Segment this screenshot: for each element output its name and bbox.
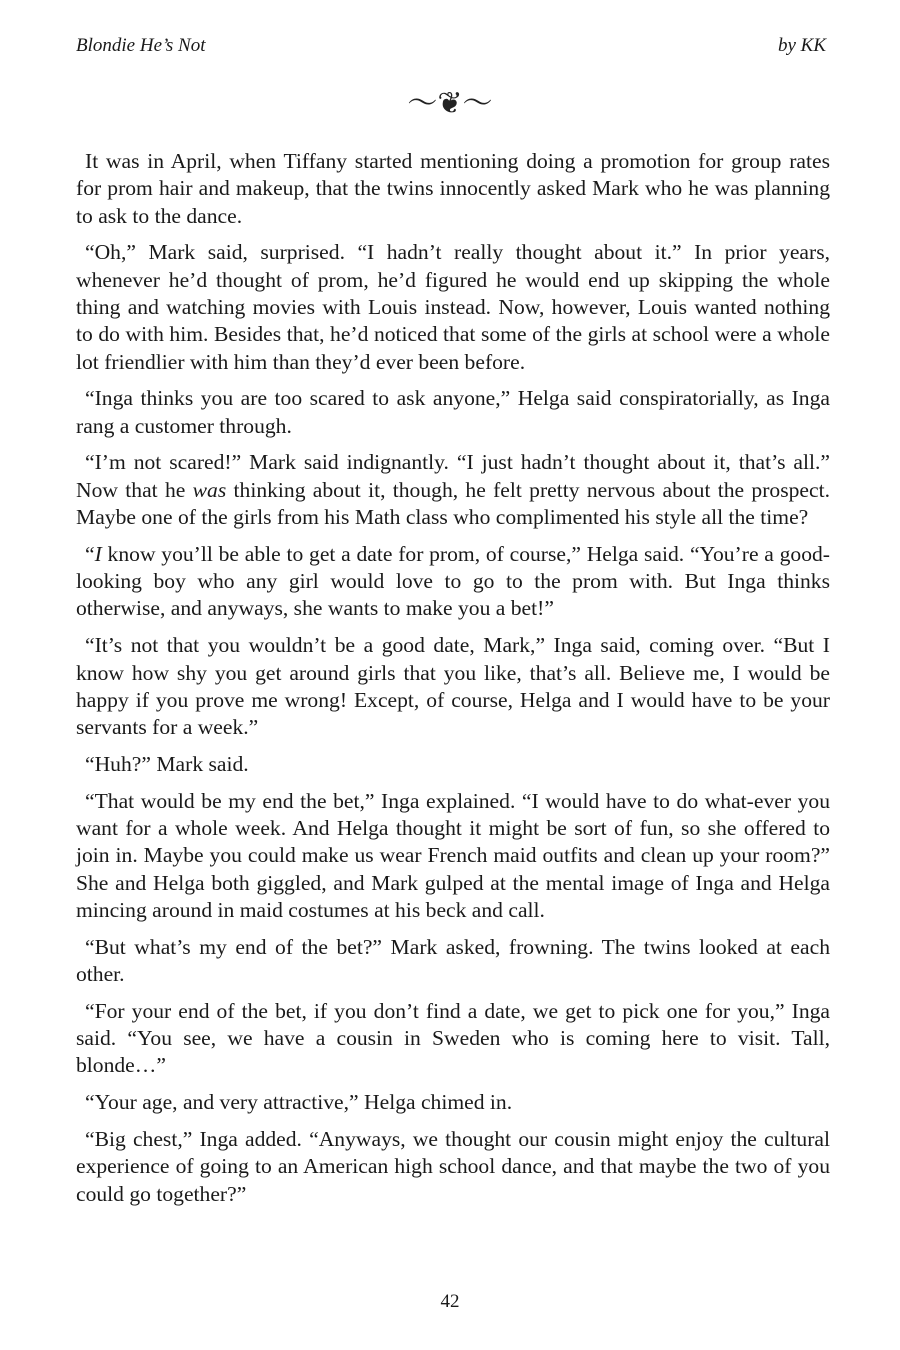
page-number: 42 (440, 1291, 460, 1312)
body-text (76, 148, 830, 1217)
paragraph: “Huh?” Mark said. (85, 751, 249, 776)
paragraph: “Your age, and very attractive,” Helga chimed in. (85, 1090, 513, 1115)
paragraph: It was in April, when Tiffany started mentioning doing a promotion for group rates for prom hair and makeup, that the twins innocently asked Mark who he was planning to ask to the dance. (76, 149, 830, 228)
paragraph (76, 541, 830, 623)
author-name: by KK (777, 35, 826, 56)
ornament-divider-icon: 〜❦〜 (407, 87, 493, 120)
emphasis: was (192, 477, 227, 502)
paragraph: “Inga thinks you are too scared to ask anyone,” Helga said conspiratorially, as Inga rang a customer through. (76, 386, 830, 438)
running-header (76, 34, 826, 58)
paragraph: “Oh,” Mark said, surprised. “I hadn’t really thought about it.” In prior years, whenever he’d thought of prom, he’d figured he would end up skipping the whole thing and watching movies with Louis instead. Now, however, Louis wanted nothing to do with him. Besides that, he’d noticed that some of the girls at school were a whole lot friendlier with him than they’d ever been before. (76, 240, 830, 374)
paragraph: “Big chest,” Inga added. “Anyways, we thought our cousin might enjoy the cultural experience of going to an American high school dance, and that maybe the two of you could go together?” (76, 1127, 830, 1206)
paragraph-text: “ (85, 541, 95, 566)
paragraph (76, 449, 830, 531)
paragraph: “But what’s my end of the bet?” Mark asked, frowning. The twins looked at each other. (76, 934, 830, 987)
emphasis: I (94, 541, 102, 566)
book-title: Blondie He’s Not (76, 35, 206, 56)
paragraph-text: “I’m not scared!” Mark said indignantly. “I just hadn’t thought about it, that’s all.” Now that he (76, 450, 830, 502)
paragraph: “That would be my end the bet,” Inga explained. “I would have to do what-ever you want for a whole week. And Helga thought it might be sort of fun, so she offered to join in. Maybe you could make us wear French maid outfits and clean up your room?” She and Helga both giggled, and Mark gulped at the mental image of Inga and Helga mincing around in maid costumes at his beck and call. (76, 788, 830, 922)
paragraph: “It’s not that you wouldn’t be a good date, Mark,” Inga said, coming over. “But I know how shy you get around girls that you like, that’s all. Believe me, I would be happy if you prove me wrong! Except, of course, Helga and I would have to be your servants for a week.” (76, 633, 830, 740)
paragraph-text: know you’ll be able to get a date for prom, of course,” Helga said. “You’re a good-looking boy who any girl would love to go to the prom with. But Inga thinks otherwise, and anyways, she wants to make you a bet!” (76, 541, 830, 621)
paragraph: “For your end of the bet, if you don’t find a date, we get to pick one for you,” Inga said. “You see, we have a cousin in Sweden who is coming here to visit. Tall, blonde…” (76, 998, 830, 1078)
paragraph-text: thinking about it, though, he felt pretty nervous about the prospect. Maybe one of the girls from his Math class who complimented his style all the time? (76, 477, 830, 530)
